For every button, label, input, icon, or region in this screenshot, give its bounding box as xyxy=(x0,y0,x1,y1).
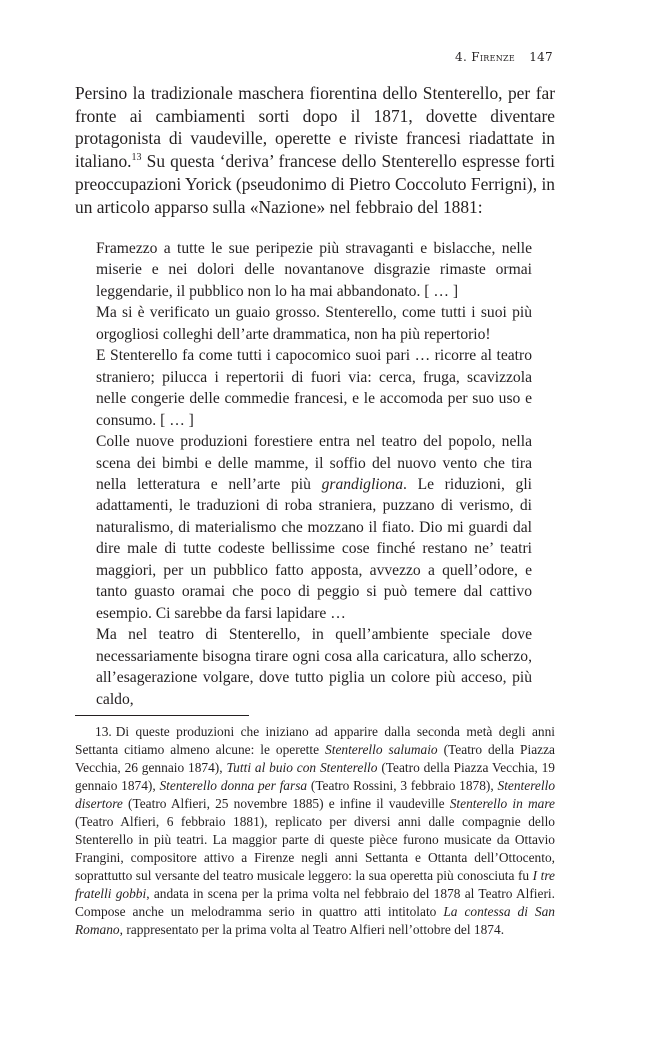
footnote-separator xyxy=(75,715,249,716)
footnote-text: (Teatro della Piazza Vecchia, 26 gennaio 1874), xyxy=(75,742,555,775)
footnote-text: (Teatro Rossini, 3 febbraio 1878), xyxy=(307,778,498,793)
quote-italic-word: grandigliona xyxy=(321,475,404,493)
footnote-text: (Teatro Alfieri, 6 febbraio 1881), replicato per diversi anni dalle compagnie dello Stenterello in più teatri. La maggior parte di queste pièce furono musicate da Ottavio Frangini, compositore attivo a Firenze negli anni Settanta e Ottanta dell’Ottocento, soprattutto sul versante del teatro musicale leggero: la sua operetta più conosciuta fu xyxy=(75,814,555,883)
footnote-text: (Teatro della Piazza Vecchia, 19 gennaio 1874), xyxy=(75,760,555,793)
quote-paragraph: Ma si è verificato un guaio grosso. Stenterello, come tutti i suoi più orgogliosi colleghi dell’arte drammatica, non ha più repertorio! xyxy=(96,304,532,343)
footnote-title: Stenterello disertore xyxy=(75,778,556,811)
body-paragraph xyxy=(75,82,555,218)
footnote-number: 13. xyxy=(95,724,112,739)
quote-paragraph: E Stenterello fa come tutti i capocomico suoi pari … ricorre al teatro straniero; pilucca i repertorii di fuori via: cerca, fruga, scavizzola nelle congerie delle commedie francesi, e le accomoda per suo uso e consumo. [ … ] xyxy=(96,347,532,429)
footnote-text: , andata in scena per la prima volta nel febbraio del 1878 al Teatro Alfieri. Compose anche un melodramma serio in quattro atti intitolato xyxy=(75,886,555,919)
running-header xyxy=(455,50,553,64)
quote-paragraph: Ma nel teatro di Stenterello, in quell’ambiente speciale dove necessariamente bisogna tirare ogni cosa alla caricatura, allo scherzo, all’esagerazione volgare, dove tutto piglia un colore più acceso, più caldo, xyxy=(96,626,532,708)
footnote xyxy=(75,723,555,939)
footnote-text: , rappresentato per la prima volta al Teatro Alfieri nell’ottobre del 1874. xyxy=(119,922,505,937)
footnote-title: Stenterello in mare xyxy=(449,796,555,811)
body-text-part: Su questa ‘deriva’ francese dello Stenterello espresse forti preoccupazioni Yorick (pseudonimo di Pietro Coccoluto Ferrigni), in un articolo apparso sulla «Nazione» nel febbraio del 1881: xyxy=(75,151,555,217)
footnote-reference: 13 xyxy=(131,152,142,164)
body-text-part: Persino la tradizionale maschera fiorentina dello Stenterello, per far fronte ai cambiamenti sorti dopo il 1871, dovette diventare protagonista di vaudeville, operette e riviste francesi riadattate in italiano. xyxy=(75,83,555,172)
block-quote xyxy=(96,238,532,710)
footnote-text: (Teatro Alfieri, 25 novembre 1885) e infine il vaudeville xyxy=(122,796,450,811)
quote-paragraph xyxy=(96,431,532,624)
footnote-title: Stenterello salumaio xyxy=(325,742,438,757)
quote-text-part: Colle nuove produzioni forestiere entra nel teatro del popolo, nella scena dei bimbi e delle mamme, il soffio del nuovo vento che tira nella letteratura e nell’arte più xyxy=(96,433,532,493)
footnote-title: Stenterello donna per farsa xyxy=(159,778,308,793)
chapter-title: 4. Firenze xyxy=(455,50,516,64)
footnote-title: Tutti al buio con Stenterello xyxy=(226,760,378,775)
footnote-title: La contessa di San Romano xyxy=(75,904,555,937)
footnote-title: I tre fratelli gobbi xyxy=(75,868,555,901)
footnote-text: Di queste produzioni che iniziano ad apparire dalla seconda metà degli anni Settanta citiamo almeno alcune: le operette xyxy=(75,724,555,757)
quote-paragraph: Framezzo a tutte le sue peripezie più stravaganti e bislacche, nelle miserie e nei dolori delle novantanove disgrazie rimaste ormai leggendarie, il pubblico non lo ha mai abbandonato. [ … ] xyxy=(96,240,532,300)
quote-text-part: . Le riduzioni, gli adattamenti, le traduzioni di roba straniera, puzzano di verismo, di naturalismo, di materialismo che mozzano il fiato. Dio mi guardi dal dire male di tutte codeste bellissime cose finché restano ne’ teatri maggiori, per un pubblico fatto apposta, avvezzo a quell’odore, e tanto guasto oramai che poco di peggio si può temere dal cattivo esempio. Ci sarebbe da farsi lapidare … xyxy=(96,475,532,622)
page-number: 147 xyxy=(529,50,553,64)
